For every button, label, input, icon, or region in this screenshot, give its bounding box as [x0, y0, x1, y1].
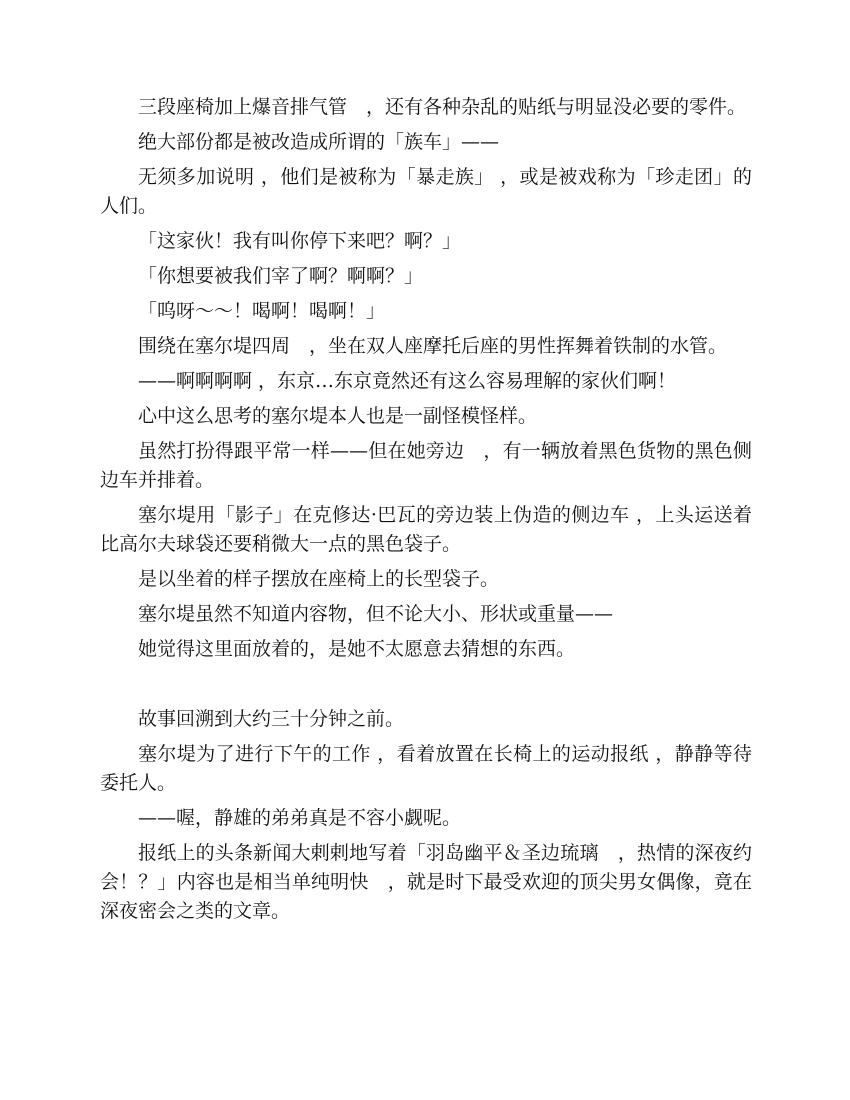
paragraph: 围绕在塞尔堤四周 ，坐在双人座摩托后座的男性挥舞着铁制的水管。	[138, 335, 728, 357]
dialogue-line: 「你想要被我们宰了啊？啊啊？」	[138, 265, 424, 287]
paragraph: 塞尔堤用「影子」在克修达·巴瓦的旁边装上伪造的侧边车 ，上头运送着比高尔夫球袋还要稍微大一点的黑色袋子。	[100, 504, 752, 555]
paragraph: 是以坐着的样子摆放在座椅上的长型袋子。	[138, 568, 500, 590]
paragraph: ——啊啊啊啊 ，东京…东京竟然还有这么容易理解的家伙们啊！	[138, 370, 677, 392]
paragraph: 无须多加说明 ，他们是被称为「暴走族」 ，或是被戏称为「珍走团」的人们。	[100, 166, 752, 217]
dialogue-line: 「这家伙！我有叫你停下来吧？啊？」	[138, 230, 462, 252]
paragraph: 心中这么思考的塞尔堤本人也是一副怪模怪样。	[138, 405, 538, 427]
paragraph: 故事回溯到大约三十分钟之前。	[138, 708, 405, 730]
paragraph: 塞尔堤虽然不知道内容物，但不论大小、形状或重量——	[138, 603, 614, 625]
paragraph: 绝大部份都是被改造成所谓的「族车」——	[138, 131, 500, 153]
paragraph: ——喔，静雄的弟弟真是不容小觑呢。	[138, 807, 462, 829]
paragraph: 塞尔堤为了进行下午的工作 ，看着放置在长椅上的运动报纸 ，静静等待委托人。	[100, 743, 752, 794]
paragraph: 报纸上的头条新闻大剌剌地写着「羽岛幽平＆圣边琉璃 ，热情的深夜约会！？」内容也是相当单纯明快 ，就是时下最受欢迎的顶尖男女偶像，竟在深夜密会之类的文章。	[100, 842, 752, 922]
document-body	[100, 93, 752, 932]
paragraph: 虽然打扮得跟平常一样——但在她旁边 ，有一辆放着黑色货物的黑色侧边车并排着。	[100, 440, 752, 491]
scene-break	[100, 670, 752, 699]
paragraph: 三段座椅加上爆音排气管 ，还有各种杂乱的贴纸与明显没必要的零件。	[138, 96, 747, 118]
paragraph: 她觉得这里面放着的，是她不太愿意去猜想的东西。	[138, 638, 576, 660]
dialogue-line: 「呜呀～～！喝啊！喝啊！」	[138, 300, 386, 322]
